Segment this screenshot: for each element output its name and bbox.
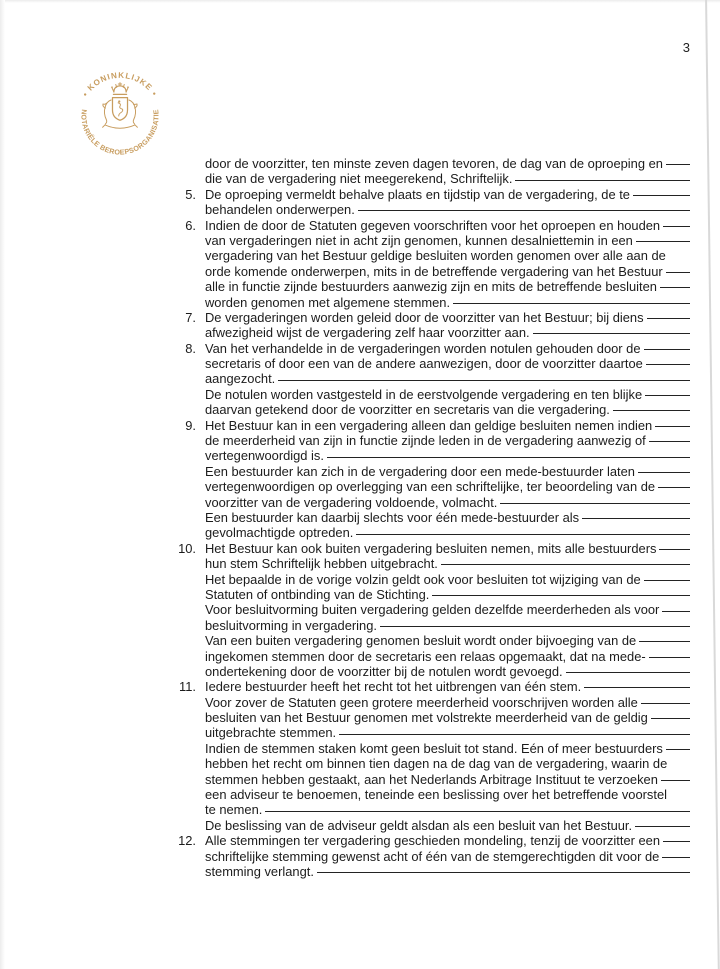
text-line <box>205 849 690 864</box>
line-filler-rule <box>639 633 690 642</box>
text-line <box>205 602 690 617</box>
line-filler-rule <box>584 679 690 688</box>
text-line <box>205 479 690 494</box>
item-lines <box>205 418 690 541</box>
document-body <box>170 156 690 879</box>
text-line <box>205 787 690 802</box>
text-line <box>205 325 690 340</box>
line-text: besluiten van het Bestuur genomen met volstrekte meerderheid van de geldig <box>205 710 648 726</box>
line-filler-rule <box>651 710 690 719</box>
line-filler-rule <box>644 572 690 581</box>
line-filler-rule <box>613 402 690 411</box>
line-filler-rule <box>633 187 690 196</box>
item-lines <box>205 679 690 833</box>
line-filler-rule <box>645 387 690 396</box>
line-text: ondertekening door de voorzitter bij de notulen wordt gevoegd. <box>205 663 563 679</box>
line-filler-rule <box>356 525 690 534</box>
statute-item <box>170 833 690 879</box>
text-line <box>205 633 690 648</box>
item-lines <box>205 218 690 310</box>
text-line <box>205 402 690 417</box>
line-text: Voor besluitvorming buiten vergadering gelden dezelfde meerderheden als voor <box>205 602 660 618</box>
line-filler-rule <box>666 264 690 273</box>
item-lines <box>205 187 690 218</box>
text-line <box>205 356 690 371</box>
item-lines <box>205 156 690 187</box>
line-text: die van de vergadering niet meegerekend, Schriftelijk. <box>205 171 513 187</box>
line-text: De notulen worden vastgesteld in de eerstvolgende vergadering en ten blijke <box>205 386 643 402</box>
line-text: daarvan getekend door de voorzitter en secretaris van die vergadering. <box>205 402 610 418</box>
svg-text:NOTARIËLE BEROEPSORGANISATIE <box>79 109 160 157</box>
scan-edge-left <box>0 0 5 969</box>
line-text: een adviseur te benoemen, teneinde een beslissing over het betreffende voorstel <box>205 787 667 803</box>
statute-item <box>170 679 690 833</box>
line-text: Iedere bestuurder heeft het recht tot het uitbrengen van één stem. <box>205 679 582 695</box>
line-text: te nemen. <box>205 802 263 818</box>
seal-arc-top-text: • KONINKLIJKE • <box>80 70 160 99</box>
item-lines <box>205 341 690 418</box>
text-line <box>205 833 690 848</box>
line-filler-rule <box>278 371 690 380</box>
text-line <box>205 649 690 664</box>
text-line <box>205 772 690 787</box>
line-filler-rule <box>635 818 690 827</box>
line-filler-rule <box>515 171 690 180</box>
text-line <box>205 572 690 587</box>
line-filler-rule <box>441 556 690 565</box>
line-filler-rule <box>327 448 690 457</box>
line-text: ingekomen stemmen door de secretaris een relaas opgemaakt, dat na mede- <box>205 648 646 664</box>
text-line <box>205 710 690 725</box>
line-filler-rule <box>659 541 690 550</box>
line-text: Een bestuurder kan zich in de vergadering door een mede-bestuurder laten <box>205 463 635 479</box>
text-line <box>205 741 690 756</box>
item-number: 10. <box>178 540 196 556</box>
line-text: Voor zover de Statuten geen grotere meerderheid voorschrijven worden alle <box>205 694 638 710</box>
text-line <box>205 802 690 817</box>
statute-item <box>170 218 690 310</box>
line-text: Indien de door de Statuten gegeven voorschriften voor het oproepen en houden <box>205 217 661 233</box>
line-text: Het bepaalde in de vorige volzin geldt ook voor besluiten tot wijziging van de <box>205 571 641 587</box>
text-line <box>205 864 690 879</box>
line-filler-rule <box>647 310 690 319</box>
text-line <box>205 495 690 510</box>
line-filler-rule <box>636 233 690 242</box>
text-line <box>205 418 690 433</box>
line-text: voorzitter van de vergadering voldoende, volmacht. <box>205 494 498 510</box>
text-line <box>205 664 690 679</box>
text-line <box>205 171 690 186</box>
line-text: orde komende onderwerpen, mits in de betreffende vergadering van het Bestuur <box>205 263 663 279</box>
text-line <box>205 510 690 525</box>
line-filler-rule <box>566 664 690 673</box>
statute-item <box>170 187 690 218</box>
text-line <box>205 695 690 710</box>
text-line <box>205 371 690 386</box>
line-text: vertegenwoordigen op overlegging van een schriftelijke, ter beoordeling van de <box>205 479 656 495</box>
text-line <box>205 264 690 279</box>
line-filler-rule <box>655 418 690 427</box>
seal-crown-icon <box>111 83 129 95</box>
line-text: Het Bestuur kan in een vergadering alleen dan geldige besluiten nemen indien <box>205 417 653 433</box>
knb-seal-icon <box>73 69 167 163</box>
line-filler-rule <box>662 849 690 858</box>
line-filler-rule <box>663 833 690 842</box>
text-line <box>205 202 690 217</box>
line-filler-rule <box>533 325 690 334</box>
text-line <box>205 541 690 556</box>
item-number: 12. <box>178 833 196 849</box>
scan-edge-right <box>705 0 720 969</box>
line-text: secretaris of door een van de andere aanwezigen, door de voorzitter daartoe <box>205 356 643 372</box>
text-line <box>205 310 690 325</box>
knb-seal <box>73 69 167 163</box>
page-number: 3 <box>682 40 690 55</box>
scan-edge-top <box>0 0 720 3</box>
line-text: vertegenwoordigd is. <box>205 448 324 464</box>
line-filler-rule <box>649 433 690 442</box>
text-line <box>205 464 690 479</box>
statute-item <box>170 156 690 187</box>
line-text: door de voorzitter, ten minste zeven dagen tevoren, de dag van de oproeping en <box>205 156 663 171</box>
text-line <box>205 233 690 248</box>
text-line <box>205 295 690 310</box>
line-text: afwezigheid wijst de vergadering zelf haar voorzitter aan. <box>205 325 530 341</box>
line-text: besluitvorming in vergadering. <box>205 617 377 633</box>
line-text: hebben het recht om binnen tien dagen na de dag van de vergadering, waarin de <box>205 756 668 772</box>
line-text: uitgebrachte stemmen. <box>205 725 337 741</box>
line-text: De oproeping vermeldt behalve plaats en tijdstip van de vergadering, de te <box>205 186 630 202</box>
text-line <box>205 756 690 771</box>
text-line <box>205 218 690 233</box>
text-line <box>205 818 690 833</box>
line-text: stemming verlangt. <box>205 863 314 879</box>
line-text: schriftelijke stemming gewenst acht of één van de stemgerechtigden dit voor de <box>205 848 660 864</box>
line-text: gevolmachtigde optreden. <box>205 525 354 541</box>
text-line <box>205 679 690 694</box>
line-filler-rule <box>358 202 690 211</box>
seal-lion-right-icon <box>129 100 137 124</box>
line-filler-rule <box>453 295 690 304</box>
line-text: worden genomen met algemene stemmen. <box>205 294 451 310</box>
line-filler-rule <box>660 279 690 288</box>
line-filler-rule <box>666 741 690 750</box>
line-text: hun stem Schriftelijk hebben uitgebracht. <box>205 556 438 572</box>
line-text: alle in functie zijnde bestuurders aanwezig zijn en mits de betreffende besluiten <box>205 279 657 295</box>
line-text: Het Bestuur kan ook buiten vergadering besluiten nemen, mits alle bestuurders <box>205 540 657 556</box>
text-line <box>205 725 690 740</box>
seal-scroll-icon <box>103 125 138 128</box>
line-text: Alle stemmingen ter vergadering geschieden mondeling, tenzij de voorzitter een <box>205 833 661 849</box>
text-line <box>205 279 690 294</box>
line-text: Een bestuurder kan daarbij slechts voor één mede-bestuurder als <box>205 509 580 525</box>
text-line <box>205 341 690 356</box>
line-text: De vergaderingen worden geleid door de voorzitter van het Bestuur; bij diens <box>205 309 644 325</box>
line-text: De beslissing van de adviseur geldt alsdan als een besluit van het Bestuur. <box>205 817 633 833</box>
text-line <box>205 556 690 571</box>
statute-item <box>170 310 690 341</box>
item-lines <box>205 833 690 879</box>
line-text: Indien de stemmen staken komt geen besluit tot stand. Eén of meer bestuurders <box>205 740 663 756</box>
line-filler-rule <box>666 156 690 165</box>
line-filler-rule <box>339 725 690 734</box>
line-text: Statuten of ontbinding van de Stichting. <box>205 586 430 602</box>
line-text: Van het verhandelde in de vergaderingen worden notulen gehouden door de <box>205 340 641 356</box>
line-filler-rule <box>432 587 690 596</box>
text-line <box>205 248 690 263</box>
line-filler-rule <box>649 649 690 658</box>
item-lines <box>205 541 690 680</box>
text-line <box>205 433 690 448</box>
item-number: 8. <box>185 340 196 356</box>
text-line <box>205 618 690 633</box>
line-text: vergadering van het Bestuur geldige besluiten worden genomen over alle aan de <box>205 248 666 264</box>
line-filler-rule <box>646 356 690 365</box>
seal-shield-icon <box>112 98 127 121</box>
item-lines <box>205 310 690 341</box>
text-line <box>205 525 690 540</box>
statute-item <box>170 341 690 418</box>
line-filler-rule <box>663 218 690 227</box>
line-filler-rule <box>582 510 690 519</box>
item-number: 11. <box>179 679 196 695</box>
text-line <box>205 156 690 171</box>
text-line <box>205 187 690 202</box>
item-number: 6. <box>185 217 196 233</box>
line-filler-rule <box>658 479 690 488</box>
item-number: 7. <box>185 309 196 325</box>
text-line <box>205 387 690 402</box>
line-filler-rule <box>662 602 690 611</box>
line-filler-rule <box>265 802 690 811</box>
line-text: behandelen onderwerpen. <box>205 202 355 218</box>
line-filler-rule <box>661 772 690 781</box>
line-filler-rule <box>638 464 690 473</box>
line-text: Van een buiten vergadering genomen besluit wordt onder bijvoeging van de <box>205 633 637 649</box>
line-filler-rule <box>317 864 690 873</box>
item-number: 5. <box>185 186 196 202</box>
seal-arc-bottom-text: NOTARIËLE BEROEPSORGANISATIE <box>79 108 161 157</box>
item-number: 9. <box>185 417 196 433</box>
statute-item <box>170 541 690 680</box>
statute-item <box>170 418 690 541</box>
line-text: de meerderheid van zijn in functie zijnde leden in de vergadering aanwezig of <box>205 433 646 449</box>
text-line <box>205 448 690 463</box>
line-filler-rule <box>641 695 690 704</box>
line-filler-rule <box>380 618 690 627</box>
line-filler-rule <box>644 341 690 350</box>
line-text: van vergaderingen niet in acht zijn genomen, kunnen desalniettemin in een <box>205 232 633 248</box>
line-text: stemmen hebben gestaakt, aan het Nederlands Arbitrage Instituut te verzoeken <box>205 771 658 787</box>
seal-lion-left-icon <box>103 100 111 124</box>
line-filler-rule <box>500 495 690 504</box>
line-text: aangezocht. <box>205 371 276 387</box>
text-line <box>205 587 690 602</box>
